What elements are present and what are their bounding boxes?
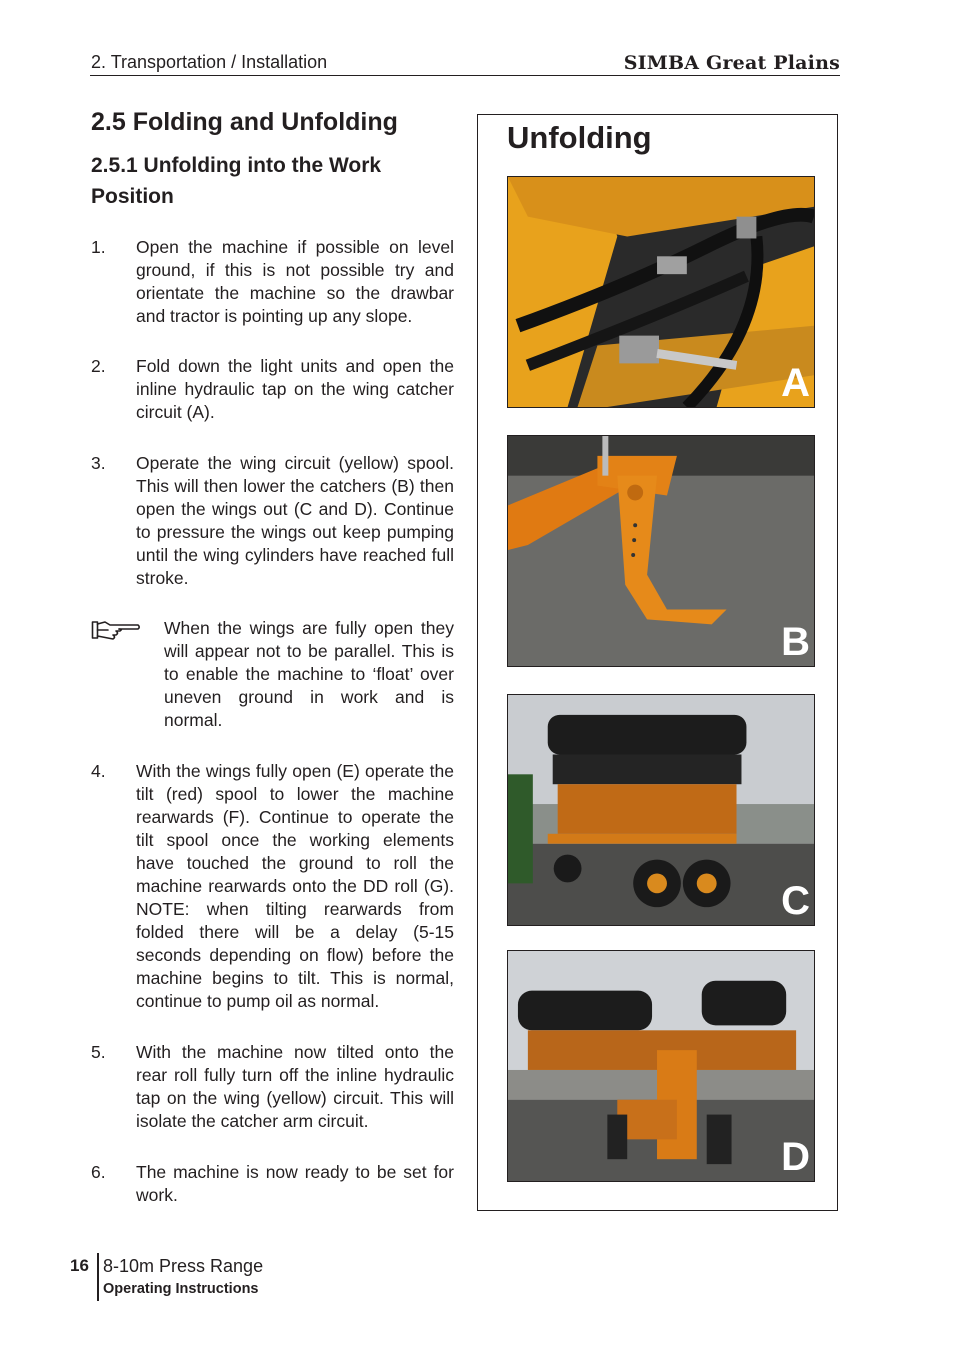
running-header-section: 2. Transportation / Installation	[91, 52, 328, 72]
step-text: Open the machine if possible on level ground, if this is not possible try and orientate the machine so the drawbar and tractor is pointing up any slope.	[136, 237, 454, 326]
panel-title: Unfolding	[507, 120, 652, 155]
note-block	[91, 617, 454, 732]
step-text: With the wings fully open (E) operate the tilt (red) spool to lower the machine rearwards (F). Continue to operate the tilt spool once the working elements have touched the ground to roll the machine rearwards onto the DD roll (G). NOTE: when tilting rearwards from folded there will be a delay (5-15 seconds depending on flow) before the machine begins to tilt. This is normal, continue to pump oil as normal.	[136, 761, 454, 1011]
step-text: Fold down the light units and open the inline hydraulic tap on the wing catcher circuit (A).	[136, 356, 454, 422]
step-number: 2.	[91, 356, 106, 376]
photo-label: D	[781, 1135, 810, 1179]
page-number: 16	[70, 1256, 89, 1275]
note-text: When the wings are fully open they will appear not to be parallel. This is to enable the machine to ‘float’ over uneven ground in work and is normal.	[164, 618, 454, 730]
header-divider	[90, 75, 840, 76]
photo-label: A	[781, 361, 810, 405]
step-number: 6.	[91, 1162, 106, 1182]
step-number: 5.	[91, 1042, 106, 1062]
step-item	[91, 1041, 454, 1133]
photo-d-wings-open	[507, 950, 815, 1182]
step-text: Operate the wing circuit (yellow) spool. This will then lower the catchers (B) then open the wings out (C and D). Continue to pressure the wings out keep pumping until the wing cylinders have reached full stroke.	[136, 453, 454, 588]
subsection-heading: 2.5.1 Unfolding into the Work Position	[91, 154, 382, 208]
section-heading: 2.5 Folding and Unfolding	[91, 108, 398, 136]
step-item	[91, 1161, 454, 1207]
photo-b-wing-catcher	[507, 435, 815, 667]
photo-label: C	[781, 879, 810, 923]
brand-logo: SIMBA Great Plains	[623, 52, 840, 74]
step-item	[91, 355, 454, 424]
photo-c-wings-opening	[507, 694, 815, 926]
step-number: 4.	[91, 761, 106, 781]
photo-label: B	[781, 620, 810, 664]
footer-divider	[97, 1253, 99, 1301]
pointing-hand-icon	[91, 619, 141, 641]
step-item	[91, 236, 454, 328]
footer-title: 8-10m Press Range	[103, 1256, 264, 1276]
step-text: The machine is now ready to be set for work.	[136, 1162, 454, 1205]
photo-a-hydraulic-tap	[507, 176, 815, 408]
step-text: With the machine now tilted onto the rear roll fully turn off the inline hydraulic tap on the wing (yellow) circuit. This will isolate the catcher arm circuit.	[136, 1042, 454, 1131]
step-number: 3.	[91, 453, 106, 473]
footer-subtitle: Operating Instructions	[103, 1281, 259, 1297]
step-item	[91, 452, 454, 590]
step-item	[91, 760, 454, 1013]
step-number: 1.	[91, 237, 106, 257]
